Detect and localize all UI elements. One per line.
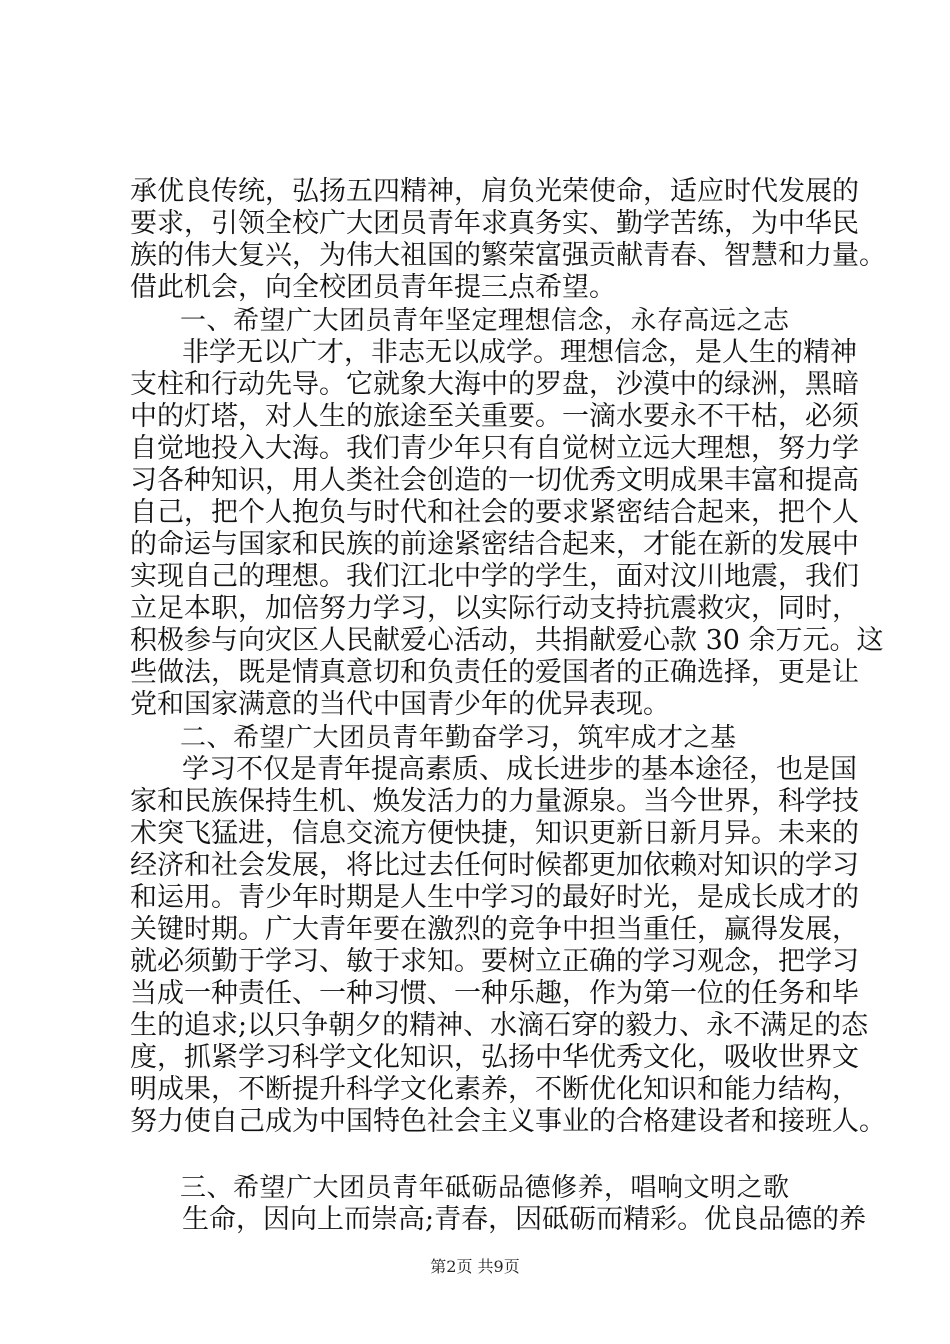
body-line: 积极参与向灾区人民献爱心活动，共捐献爱心款 30 余万元。这: [130, 625, 884, 656]
body-line: 努力使自己成为中国特色社会主义事业的合格建设者和接班人。: [130, 1106, 886, 1137]
section-heading-2: 二、希望广大团员青年勤奋学习，筑牢成才之基: [180, 723, 737, 753]
body-line: 要求，引领全校广大团员青年求真务实、勤学苦练，为中华民: [130, 208, 859, 239]
body-line: 支柱和行动先导。它就象大海中的罗盘，沙漠中的绿洲，黑暗: [130, 369, 859, 400]
body-line: 习各种知识，用人类社会创造的一切优秀文明成果丰富和提高: [130, 465, 859, 496]
section-heading-1: 一、希望广大团员青年坚定理想信念，永存高远之志: [180, 306, 790, 336]
section-heading-3: 三、希望广大团员青年砥砺品德修养，唱响文明之歌: [180, 1173, 790, 1203]
body-line: 中的灯塔，对人生的旅途至关重要。一滴水要永不干枯，必须: [130, 401, 859, 432]
body-line: 明成果，不断提升科学文化素养，不断优化知识和能力结构，: [130, 1074, 859, 1105]
body-line: 族的伟大复兴，为伟大祖国的繁荣富强贡献青春、智慧和力量。: [130, 240, 886, 271]
body-line: 当成一种责任、一种习惯、一种乐趣，作为第一位的任务和毕: [130, 978, 859, 1009]
body-line: 关键时期。广大青年要在激烈的竞争中担当重任，赢得发展，: [130, 914, 859, 945]
paragraph-first-line: 生命，因向上而崇高;青春，因砥砺而精彩。优良品德的养: [182, 1204, 867, 1235]
body-line: 承优良传统，弘扬五四精神，肩负光荣使命，适应时代发展的: [130, 176, 859, 207]
body-line: 的命运与国家和民族的前途紧密结合起来，才能在新的发展中: [130, 529, 859, 560]
body-line: 党和国家满意的当代中国青少年的优异表现。: [130, 689, 670, 720]
body-line: 经济和社会发展，将比过去任何时候都更加依赖对知识的学习: [130, 850, 859, 881]
body-line: 度，抓紧学习科学文化知识，弘扬中华优秀文化，吸收世界文: [130, 1042, 859, 1073]
body-line: 些做法，既是情真意切和负责任的爱国者的正确选择，更是让: [130, 657, 859, 688]
body-line: 借此机会，向全校团员青年提三点希望。: [130, 272, 616, 303]
body-line: 就必须勤于学习、敏于求知。要树立正确的学习观念，把学习: [130, 946, 859, 977]
body-line: 术突飞猛进，信息交流方便快捷，知识更新日新月异。未来的: [130, 818, 859, 849]
body-line: 生的追求;以只争朝夕的精神、水滴石穿的毅力、永不满足的态: [130, 1010, 869, 1041]
body-line: 和运用。青少年时期是人生中学习的最好时光，是成长成才的: [130, 882, 859, 913]
body-line: 实现自己的理想。我们江北中学的学生，面对汶川地震，我们: [130, 561, 859, 592]
page-number-footer: 第2页 共9页: [430, 1257, 520, 1276]
body-line: 自己，把个人抱负与时代和社会的要求紧密结合起来，把个人: [130, 497, 859, 528]
paragraph-first-line: 非学无以广才，非志无以成学。理想信念，是人生的精神: [182, 337, 857, 368]
body-line: 立足本职，加倍努力学习，以实际行动支持抗震救灾，同时，: [130, 593, 859, 624]
paragraph-first-line: 学习不仅是青年提高素质、成长进步的基本途径，也是国: [182, 754, 857, 785]
body-line: 家和民族保持生机、焕发活力的力量源泉。当今世界，科学技: [130, 786, 859, 817]
body-line: 自觉地投入大海。我们青少年只有自觉树立远大理想，努力学: [130, 433, 859, 464]
